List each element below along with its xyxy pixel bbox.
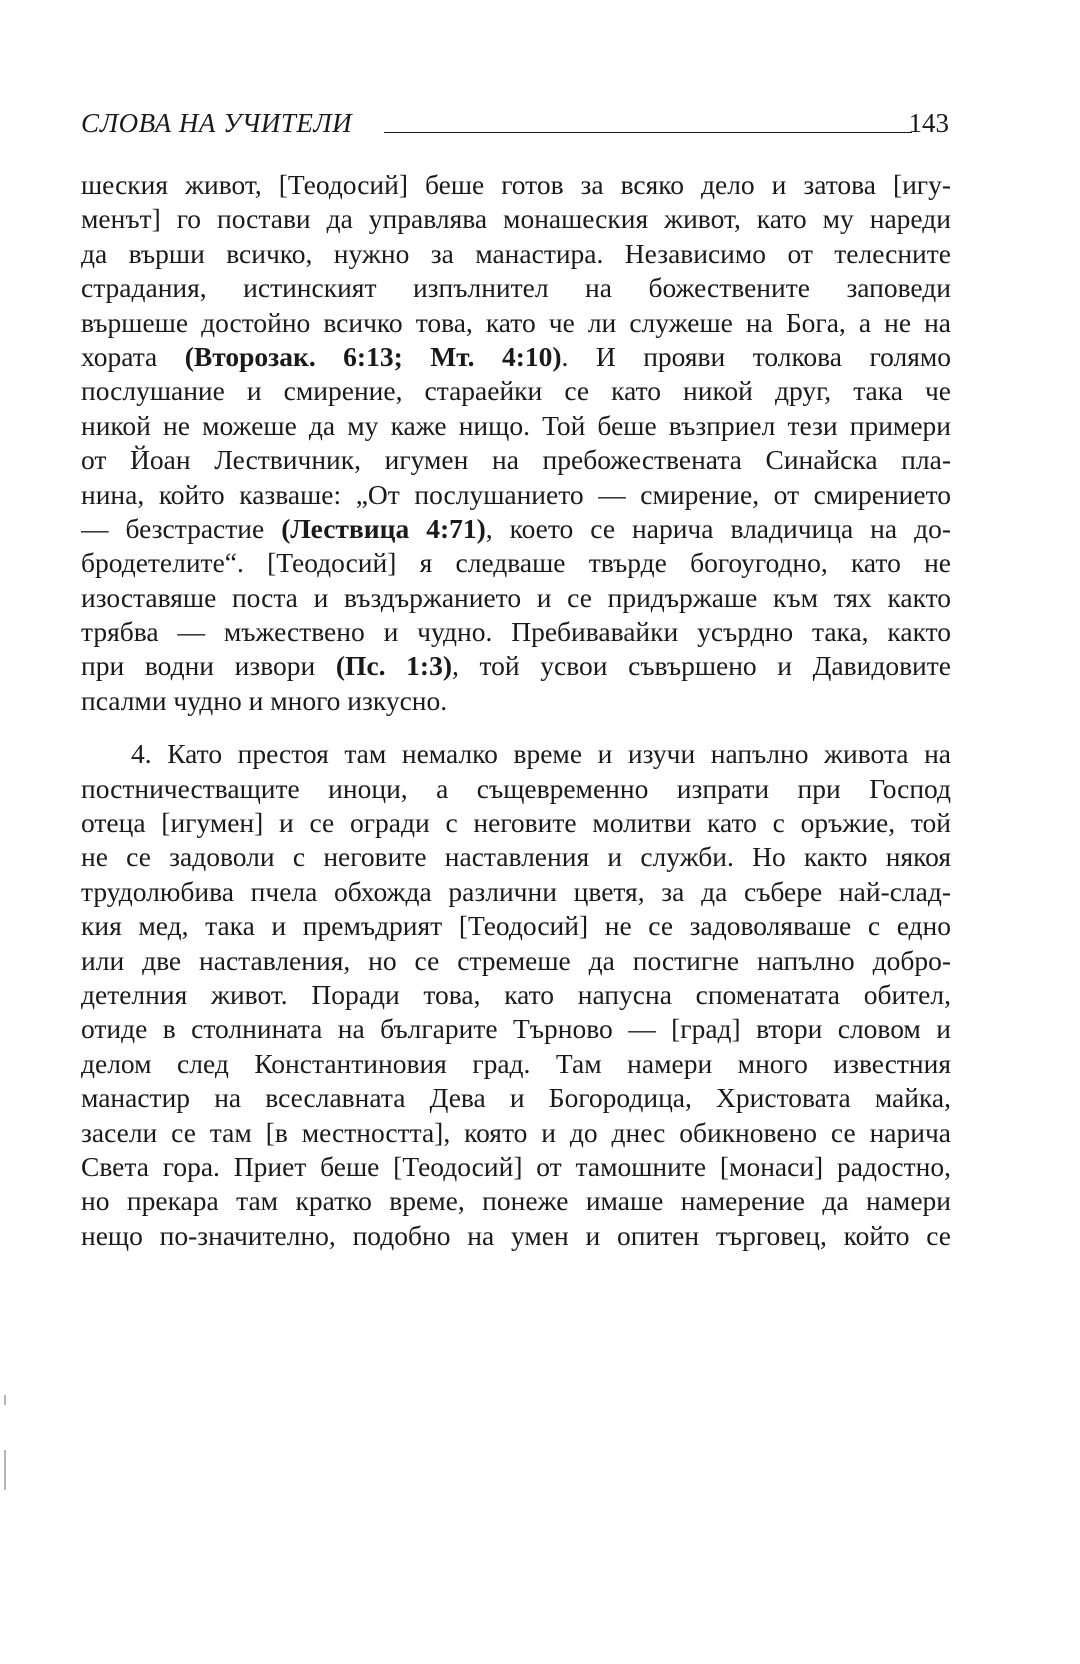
text-line: трудолюбива пчела обхожда различни цветя, за да събере най-слад- (81, 875, 951, 907)
text-line: нещо по-значително, подобно на умен и опитен търговец, който се (81, 1219, 951, 1251)
body-text (81, 168, 951, 1253)
text-line: нина, който казваше: „От послушанието — смирение, от смирението (81, 478, 951, 510)
scan-margin-mark (4, 1450, 6, 1490)
text-run: при водни извори (81, 650, 336, 682)
paragraph-4 (81, 737, 951, 1253)
text-line: манастир на всеславната Дева и Богородица, Христовата майка, (81, 1082, 951, 1114)
page-number: 143 (908, 108, 949, 138)
text-line: засели се там [в местността], която и до днес обикновено се нарича (81, 1116, 951, 1148)
scripture-reference: (Пс. 1:3) (335, 650, 452, 682)
text-line: постничестващите иноци, а същевременно изпрати при Господ (81, 772, 951, 804)
text-line: шеския живот, [Теодосий] беше готов за всяко дело и затова [игу- (81, 169, 951, 200)
text-run: , което се нарича владичица на до- (485, 512, 951, 544)
running-head (81, 104, 951, 144)
paragraph-continued (81, 168, 951, 718)
text-line: отиде в столнината на българите Търново — [град] втори словом и (81, 1013, 951, 1045)
text-line: или две наставления, но се стремеше да постигне напълно добро- (81, 944, 951, 976)
text-line: не се задоволи с неговите наставления и служби. Но както някоя (81, 841, 951, 873)
text-run: — безстрастие (81, 512, 282, 544)
text-line (81, 649, 951, 683)
text-line: отеца [игумен] и се огради с неговите молитви като с оръжие, той (81, 807, 951, 839)
text-line: страдания, истинският изпълнител на божествените заповеди (81, 272, 951, 304)
text-line: трябва — мъжествено и чудно. Пребивавайки усърдно така, както (81, 616, 951, 648)
text-line: изоставяше поста и въздържанието и се придържаше към тях както (81, 581, 951, 613)
text-run: , той усвои съвършено и Давидовите (451, 650, 951, 682)
scripture-reference: (Лествица 4:71) (281, 512, 486, 544)
text-line: детелния живот. Поради това, като напусна споменатата обител, (81, 978, 951, 1010)
scan-margin-mark (4, 1395, 6, 1405)
text-line: да върши всичко, нужно за манастира. Независимо от телесните (81, 237, 951, 269)
text-line: бродетелите“. [Теодосий] я следваше твърде богоугодно, като не (81, 547, 951, 579)
text-line: кия мед, така и премъдрият [Теодосий] не се задоволяваше с едно (81, 910, 951, 942)
running-title: СЛОВА НА УЧИТЕЛИ (81, 108, 353, 138)
text-line: делом след Константиновия град. Там намери много известния (81, 1047, 951, 1079)
header-rule (384, 132, 912, 133)
text-run: хората (81, 340, 185, 372)
scripture-reference: (Второзак. 6:13; Мт. 4:10) (184, 340, 562, 372)
text-line: псалми чудно и много изкусно. (81, 684, 448, 716)
paragraph-gap (81, 718, 951, 737)
text-line: но прекара там кратко време, понеже имаше намерение да намери (81, 1185, 951, 1217)
text-line: от Йоан Лествичник, игумен на пребожествената Синайска пла- (81, 444, 951, 476)
text-line: 4. Като престоя там немалко време и изучи напълно живота на (131, 738, 951, 770)
text-line: послушание и смирение, стараейки се като никой друг, така че (81, 375, 951, 407)
text-run: . И прояви толкова голямо (561, 340, 951, 372)
text-line: никой не можеше да му каже нищо. Той беше възприел тези примери (81, 409, 951, 441)
text-line: менът] го постави да управлява монашеския живот, като му нареди (81, 203, 951, 235)
text-line (81, 512, 951, 546)
text-line (81, 340, 951, 374)
text-line: Света гора. Приет беше [Теодосий] от тамошните [монаси] радостно, (81, 1150, 951, 1182)
text-line: вършеше достойно всичко това, като че ли служеше на Бога, а не на (81, 306, 951, 338)
